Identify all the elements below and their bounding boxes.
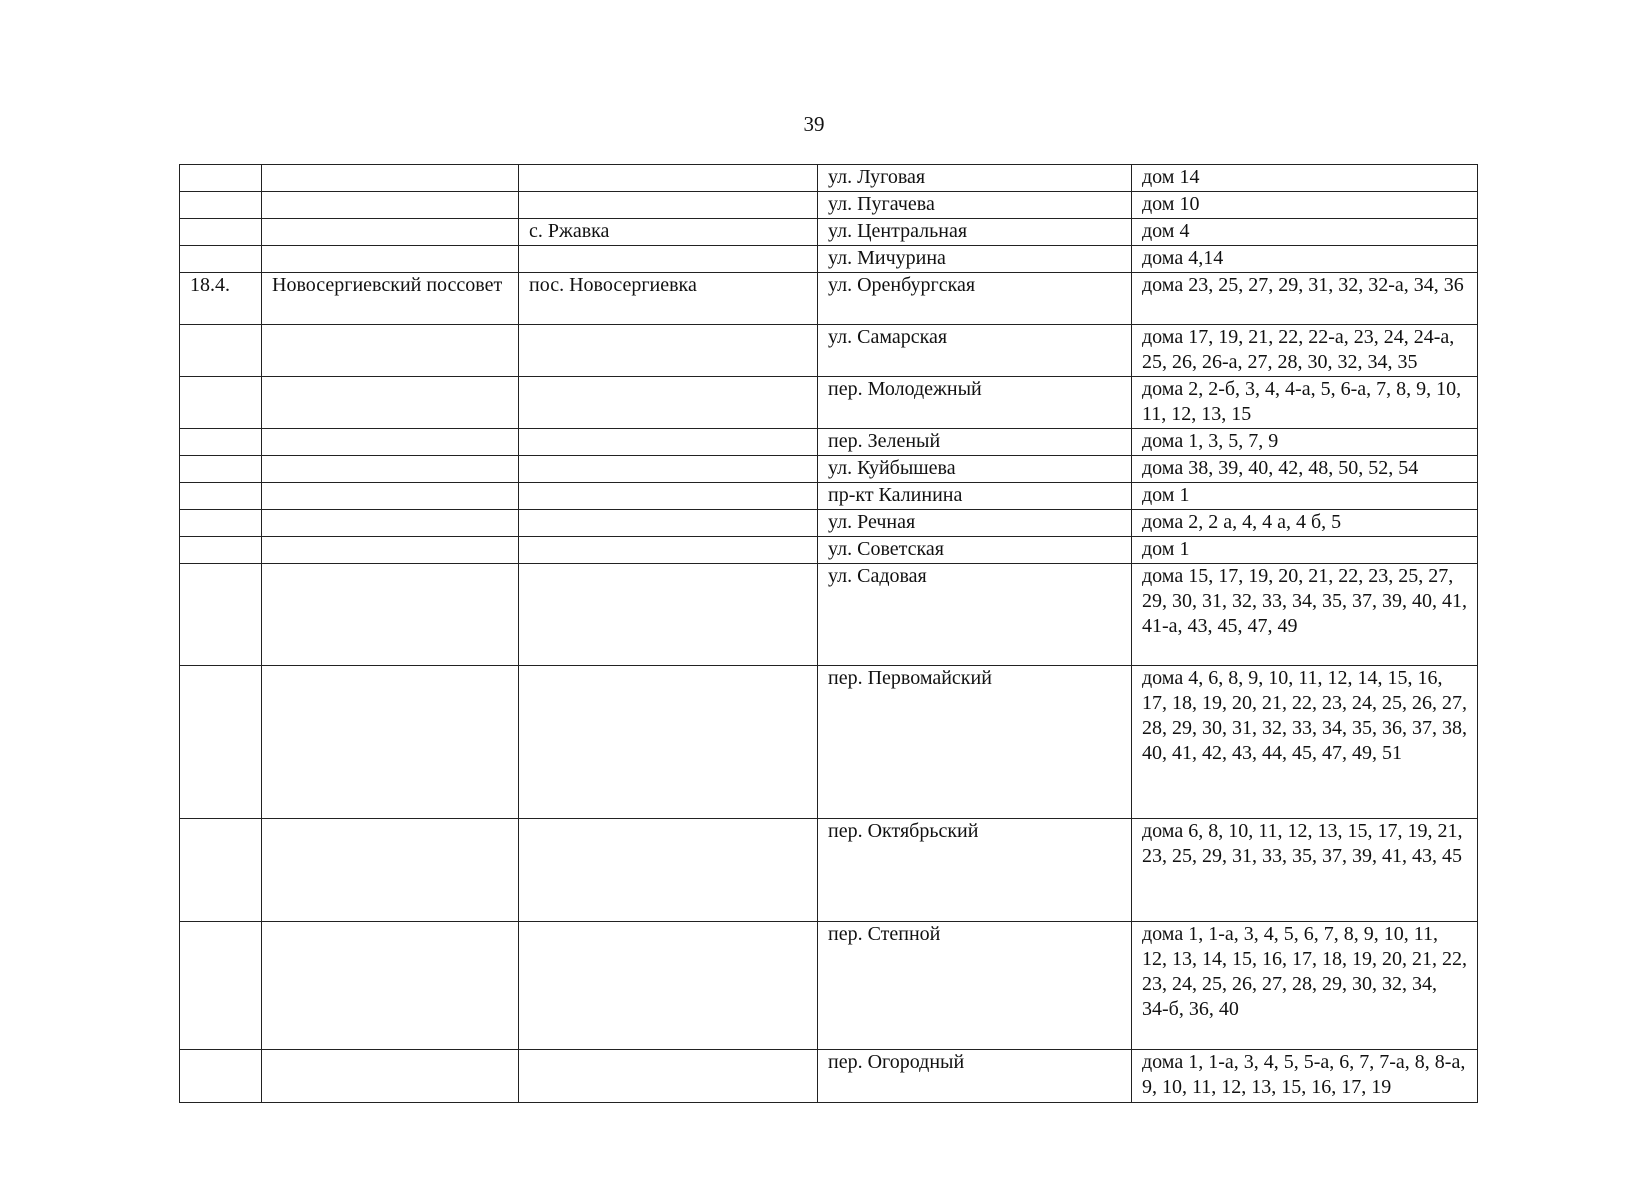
table-row bbox=[180, 192, 1478, 219]
house-numbers-cell: дома 2, 2 а, 4, 4 а, 4 б, 5 bbox=[1132, 510, 1478, 537]
table-row bbox=[180, 377, 1478, 429]
locality-name-cell bbox=[519, 666, 818, 819]
table-row bbox=[180, 666, 1478, 819]
row-number-cell bbox=[180, 192, 262, 219]
locality-name-cell bbox=[519, 510, 818, 537]
street-name-cell: пр-кт Калинина bbox=[818, 483, 1132, 510]
house-numbers-cell: дом 14 bbox=[1132, 165, 1478, 192]
house-numbers-cell: дома 1, 3, 5, 7, 9 bbox=[1132, 429, 1478, 456]
street-name-cell: ул. Луговая bbox=[818, 165, 1132, 192]
row-number-cell bbox=[180, 325, 262, 377]
council-name-cell bbox=[262, 564, 519, 666]
council-name-cell bbox=[262, 429, 519, 456]
row-number-cell bbox=[180, 165, 262, 192]
table-row bbox=[180, 819, 1478, 922]
locality-name-cell bbox=[519, 537, 818, 564]
address-table bbox=[179, 164, 1478, 1103]
locality-name-cell bbox=[519, 1050, 818, 1103]
house-numbers-cell: дом 1 bbox=[1132, 483, 1478, 510]
locality-name-cell bbox=[519, 922, 818, 1050]
street-name-cell: ул. Мичурина bbox=[818, 246, 1132, 273]
house-numbers-cell: дом 1 bbox=[1132, 537, 1478, 564]
street-name-cell: ул. Оренбургская bbox=[818, 273, 1132, 325]
locality-name-cell: пос. Новосергиевка bbox=[519, 273, 818, 325]
council-name-cell bbox=[262, 192, 519, 219]
street-name-cell: ул. Садовая bbox=[818, 564, 1132, 666]
table-row bbox=[180, 246, 1478, 273]
row-number-cell bbox=[180, 1050, 262, 1103]
council-name-cell bbox=[262, 537, 519, 564]
row-number-cell bbox=[180, 564, 262, 666]
row-number-cell bbox=[180, 666, 262, 819]
house-numbers-cell: дома 2, 2-б, 3, 4, 4-а, 5, 6-а, 7, 8, 9, 10, 11, 12, 13, 15 bbox=[1132, 377, 1478, 429]
house-numbers-cell: дома 23, 25, 27, 29, 31, 32, 32-а, 34, 36 bbox=[1132, 273, 1478, 325]
locality-name-cell bbox=[519, 192, 818, 219]
table-row bbox=[180, 483, 1478, 510]
row-number-cell bbox=[180, 377, 262, 429]
house-numbers-cell: дома 15, 17, 19, 20, 21, 22, 23, 25, 27, 29, 30, 31, 32, 33, 34, 35, 37, 39, 40, 41, 41-а, 43, 45, 47, 49 bbox=[1132, 564, 1478, 666]
row-number-cell bbox=[180, 819, 262, 922]
row-number-cell bbox=[180, 219, 262, 246]
table-row bbox=[180, 219, 1478, 246]
locality-name-cell bbox=[519, 819, 818, 922]
locality-name-cell bbox=[519, 377, 818, 429]
table-row bbox=[180, 165, 1478, 192]
table-row bbox=[180, 325, 1478, 377]
row-number-cell bbox=[180, 456, 262, 483]
house-numbers-cell: дома 1, 1-а, 3, 4, 5, 6, 7, 8, 9, 10, 11, 12, 13, 14, 15, 16, 17, 18, 19, 20, 21, 22, 23, 24, 25, 26, 27, 28, 29, 30, 32, 34, 34-б, 36, 40 bbox=[1132, 922, 1478, 1050]
house-numbers-cell: дома 17, 19, 21, 22, 22-а, 23, 24, 24-а, 25, 26, 26-а, 27, 28, 30, 32, 34, 35 bbox=[1132, 325, 1478, 377]
table-row bbox=[180, 922, 1478, 1050]
table-row bbox=[180, 429, 1478, 456]
council-name-cell bbox=[262, 819, 519, 922]
street-name-cell: ул. Самарская bbox=[818, 325, 1132, 377]
council-name-cell bbox=[262, 377, 519, 429]
locality-name-cell bbox=[519, 165, 818, 192]
table-row bbox=[180, 537, 1478, 564]
locality-name-cell bbox=[519, 456, 818, 483]
table-row bbox=[180, 273, 1478, 325]
council-name-cell bbox=[262, 165, 519, 192]
street-name-cell: ул. Пугачева bbox=[818, 192, 1132, 219]
table-row bbox=[180, 1050, 1478, 1103]
locality-name-cell bbox=[519, 325, 818, 377]
row-number-cell bbox=[180, 429, 262, 456]
table-row bbox=[180, 456, 1478, 483]
row-number-cell bbox=[180, 483, 262, 510]
street-name-cell: пер. Зеленый bbox=[818, 429, 1132, 456]
address-table-body bbox=[180, 165, 1478, 1103]
row-number-cell bbox=[180, 246, 262, 273]
locality-name-cell bbox=[519, 564, 818, 666]
street-name-cell: ул. Куйбышева bbox=[818, 456, 1132, 483]
council-name-cell: Новосергиевский поссовет bbox=[262, 273, 519, 325]
table-row bbox=[180, 564, 1478, 666]
council-name-cell bbox=[262, 666, 519, 819]
street-name-cell: пер. Октябрьский bbox=[818, 819, 1132, 922]
council-name-cell bbox=[262, 246, 519, 273]
council-name-cell bbox=[262, 483, 519, 510]
locality-name-cell bbox=[519, 246, 818, 273]
council-name-cell bbox=[262, 1050, 519, 1103]
street-name-cell: ул. Речная bbox=[818, 510, 1132, 537]
council-name-cell bbox=[262, 456, 519, 483]
locality-name-cell bbox=[519, 483, 818, 510]
table-row bbox=[180, 510, 1478, 537]
house-numbers-cell: дома 1, 1-а, 3, 4, 5, 5-а, 6, 7, 7-а, 8, 8-а, 9, 10, 11, 12, 13, 15, 16, 17, 19 bbox=[1132, 1050, 1478, 1103]
house-numbers-cell: дом 4 bbox=[1132, 219, 1478, 246]
street-name-cell: ул. Центральная bbox=[818, 219, 1132, 246]
house-numbers-cell: дома 38, 39, 40, 42, 48, 50, 52, 54 bbox=[1132, 456, 1478, 483]
house-numbers-cell: дома 6, 8, 10, 11, 12, 13, 15, 17, 19, 21, 23, 25, 29, 31, 33, 35, 37, 39, 41, 43, 45 bbox=[1132, 819, 1478, 922]
street-name-cell: пер. Огородный bbox=[818, 1050, 1132, 1103]
row-number-cell: 18.4. bbox=[180, 273, 262, 325]
row-number-cell bbox=[180, 510, 262, 537]
street-name-cell: пер. Первомайский bbox=[818, 666, 1132, 819]
council-name-cell bbox=[262, 922, 519, 1050]
house-numbers-cell: дома 4,14 bbox=[1132, 246, 1478, 273]
council-name-cell bbox=[262, 510, 519, 537]
row-number-cell bbox=[180, 537, 262, 564]
row-number-cell bbox=[180, 922, 262, 1050]
street-name-cell: пер. Степной bbox=[818, 922, 1132, 1050]
page-number: 39 bbox=[803, 112, 825, 136]
locality-name-cell: с. Ржавка bbox=[519, 219, 818, 246]
house-numbers-cell: дом 10 bbox=[1132, 192, 1478, 219]
locality-name-cell bbox=[519, 429, 818, 456]
council-name-cell bbox=[262, 219, 519, 246]
house-numbers-cell: дома 4, 6, 8, 9, 10, 11, 12, 14, 15, 16, 17, 18, 19, 20, 21, 22, 23, 24, 25, 26, 27, 28, 29, 30, 31, 32, 33, 34, 35, 36, 37, 38, 40, 41, 42, 43, 44, 45, 47, 49, 51 bbox=[1132, 666, 1478, 819]
street-name-cell: ул. Советская bbox=[818, 537, 1132, 564]
council-name-cell bbox=[262, 325, 519, 377]
street-name-cell: пер. Молодежный bbox=[818, 377, 1132, 429]
